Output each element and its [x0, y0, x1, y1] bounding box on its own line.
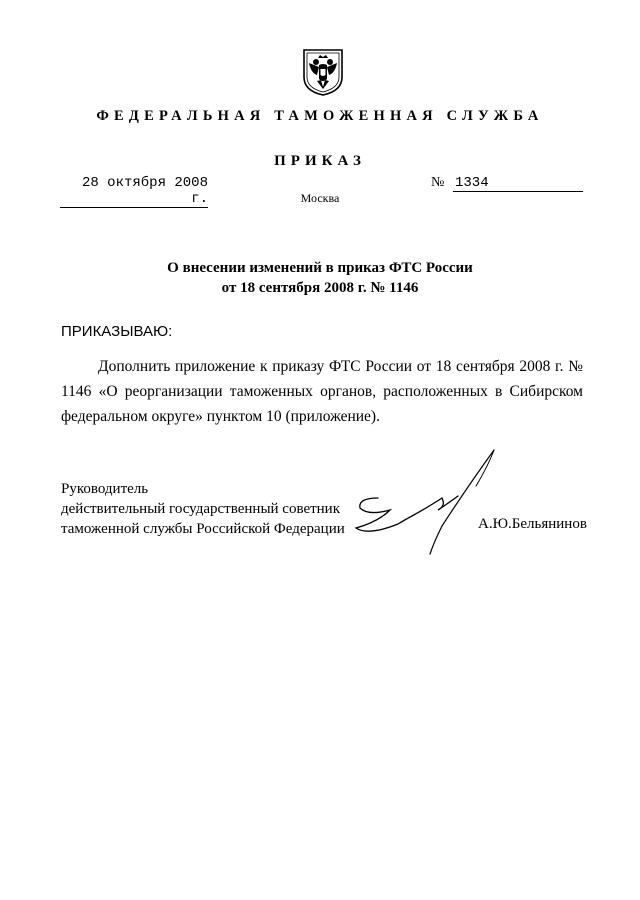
order-number: 1334 [453, 175, 583, 192]
handwritten-signature [338, 446, 498, 556]
document-type: ПРИКАЗ [274, 153, 366, 169]
decree-word: ПРИКАЗЫВАЮ: [61, 323, 173, 340]
signer-title-line-1: Руководитель [61, 481, 149, 497]
signer-name: А.Ю.Бельянинов [478, 516, 587, 532]
signer-title-line-2: действительный государственный советник [61, 501, 341, 517]
signer-title-line-3: таможенной службы Российской Федерации [61, 521, 345, 537]
body-paragraph: Дополнить приложение к приказу ФТС России от 18 сентября 2008 г. № 1146 «О реорганизации таможенных органов, расположенных в Сибирском федеральном округе» пунктом 10 (приложение). [61, 358, 583, 425]
issue-city: Москва [300, 191, 340, 205]
agency-name: ФЕДЕРАЛЬНАЯ ТАМОЖЕННАЯ СЛУЖБА [96, 108, 544, 124]
double-headed-eagle-emblem [301, 47, 345, 97]
order-number-label: № [431, 175, 445, 190]
order-date: 28 октября 2008 г. [60, 175, 208, 208]
subject-line-2: от 18 сентября 2008 г. № 1146 [221, 280, 419, 296]
order-subject [0, 258, 640, 298]
subject-line-1: О внесении изменений в приказ ФТС России [167, 260, 473, 276]
signer-title-block [61, 479, 345, 539]
